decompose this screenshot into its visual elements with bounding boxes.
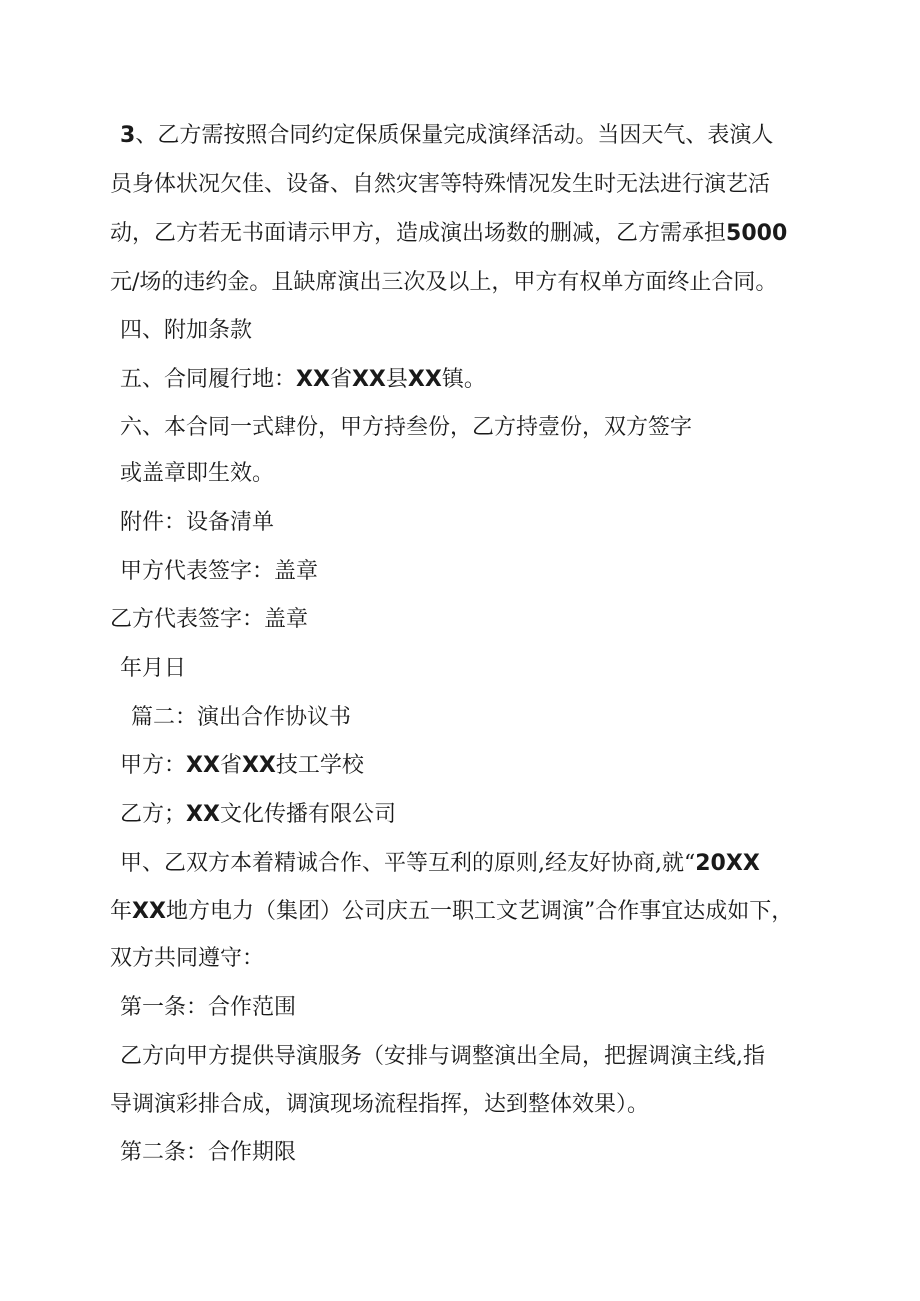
penalty-amount: 5000 — [726, 221, 788, 246]
article1-heading: 第一条：合作范围 — [120, 995, 297, 1020]
article1-body-line1: 乙方向甲方提供导演服务（安排与调整演出全局，把握调演主线,指 — [120, 1044, 765, 1069]
party-a-signature: 甲方代表签字：盖章 — [120, 559, 319, 584]
date-line: 年月日 — [120, 656, 187, 681]
part2-title: 篇二：演出合作协议书 — [131, 705, 352, 730]
party-b: 乙方；XX文化传播有限公司 — [120, 802, 396, 827]
clause3-line2: 员身体状况欠佳、设备、自然灾害等特殊情况发生时无法进行演艺活 — [110, 172, 771, 197]
party-b-signature: 乙方代表签字：盖章 — [110, 607, 309, 632]
section-copies-line1: 六、本合同一式肆份，甲方持叁份，乙方持壹份，双方签字 — [120, 415, 693, 440]
party-a: 甲方：XX省XX技工学校 — [120, 753, 364, 778]
section-copies-line2: 或盖章即生效。 — [120, 461, 275, 486]
clause3-line4: 元/场的违约金。且缺席演出三次及以上，甲方有权单方面终止合同。 — [110, 270, 778, 295]
clause-number: 3 — [120, 123, 136, 148]
clause3-line1: 3、乙方需按照合同约定保质保量完成演绎活动。当因天气、表演人 — [120, 123, 774, 148]
article2-heading: 第二条：合作期限 — [120, 1140, 297, 1165]
clause3-line3: 动，乙方若无书面请示甲方，造成演出场数的删减，乙方需承担5000 — [110, 221, 788, 246]
intro-line1: 甲、乙双方本着精诚合作、平等互利的原则,经友好协商,就“20XX — [120, 851, 760, 876]
attachment-line: 附件：设备清单 — [120, 510, 275, 535]
section-additional-terms: 四、附加条款 — [120, 318, 253, 343]
intro-line2: 年XX地方电力（集团）公司庆五一职工文艺调演”合作事宜达成如下， — [110, 899, 794, 924]
section-place-of-performance: 五、合同履行地：XX省XX县XX镇。 — [120, 367, 486, 392]
intro-line3: 双方共同遵守： — [110, 946, 265, 971]
article1-body-line2: 导调演彩排合成，调演现场流程指挥，达到整体效果）。 — [110, 1092, 650, 1117]
